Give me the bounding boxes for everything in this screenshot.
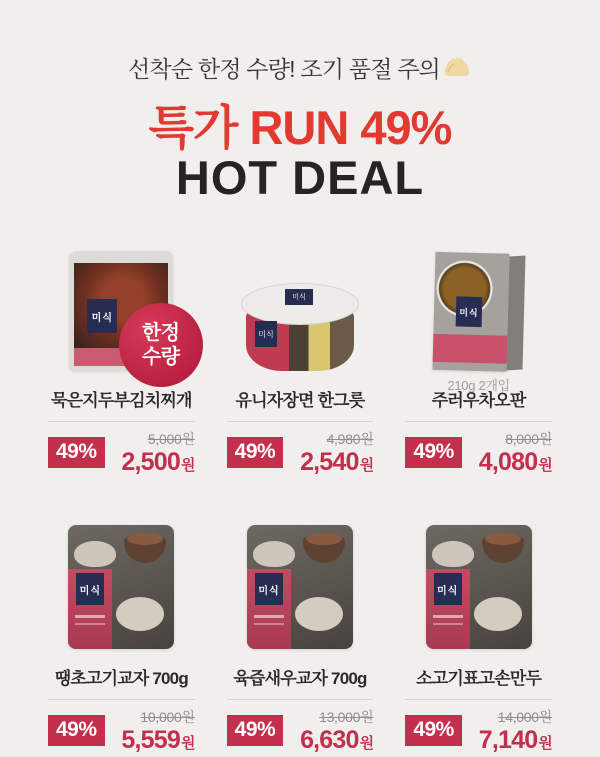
original-price: 8,000원: [505, 431, 552, 447]
product-card-6[interactable]: [405, 525, 552, 757]
fried-rice-box-art: [432, 252, 525, 372]
sale-price: 6,630원: [300, 726, 374, 754]
discount-badge: 49%: [48, 437, 105, 468]
sale-price: 7,140원: [478, 726, 552, 754]
discount-badge: 49%: [405, 715, 462, 746]
product-image-1: [48, 247, 195, 375]
product-name: 땡초고기교자 700g: [54, 669, 188, 688]
divider: [405, 421, 552, 422]
sale-price: 4,080원: [478, 448, 552, 476]
original-price: 5,000원: [147, 431, 195, 447]
divider: [48, 421, 195, 422]
dumpling-pouch-art: [68, 525, 174, 649]
sale-price: 5,559원: [121, 726, 195, 754]
product-name: 유니자장면 한그릇: [235, 391, 365, 410]
product-card-3[interactable]: [405, 247, 552, 479]
won-suffix: 원: [359, 457, 374, 474]
original-price: 10,000원: [140, 709, 195, 725]
sale-price: 2,540원: [300, 448, 374, 476]
headline-top: 특가 RUN 49%: [148, 101, 452, 154]
brand-logo: 미식: [434, 573, 462, 605]
won-suffix: 원: [180, 457, 195, 474]
product-grid: [0, 203, 600, 757]
discount-badge: 49%: [227, 715, 284, 746]
product-image-6: [405, 525, 552, 653]
product-subtitle: [227, 375, 374, 391]
headline-bottom: HOT DEAL: [175, 151, 425, 204]
product-image-3: [405, 247, 552, 375]
limited-quantity-badge: 한정 수량: [119, 303, 203, 387]
divider: [48, 699, 195, 700]
dumpling-pouch-art: [426, 525, 532, 649]
discount-badge: 49%: [405, 437, 462, 468]
won-suffix: 원: [180, 735, 195, 752]
product-name: 주러우차오판: [431, 391, 526, 410]
brand-logo: 미식: [285, 289, 313, 305]
product-card-2[interactable]: [227, 247, 374, 479]
notice-text: 선착순 한정 수량! 조기 품절 주의: [128, 55, 440, 82]
product-card-4[interactable]: [48, 525, 195, 757]
product-name: 육즙새우교자 700g: [233, 669, 367, 688]
won-suffix: 원: [538, 457, 552, 474]
won-suffix: 원: [538, 735, 552, 752]
product-name: 소고기표고손만두: [416, 669, 542, 688]
won-suffix: 원: [359, 735, 374, 752]
brand-logo: 미식: [255, 321, 277, 347]
brand-logo: 미식: [255, 573, 283, 605]
brand-logo: 미식: [87, 299, 117, 333]
product-subtitle: [48, 653, 195, 669]
product-card-5[interactable]: [227, 525, 374, 757]
product-image-2: [227, 247, 374, 375]
product-card-1[interactable]: [48, 247, 195, 479]
dumpling-icon: [442, 54, 472, 87]
product-image-4: [48, 525, 195, 653]
product-subtitle: [405, 653, 552, 669]
product-subtitle: 210g 2개입: [447, 378, 510, 393]
original-price: 14,000원: [497, 709, 552, 725]
discount-badge: 49%: [48, 715, 105, 746]
divider: [227, 699, 374, 700]
sale-price: 2,500원: [121, 448, 195, 476]
product-image-5: [227, 525, 374, 653]
brand-logo: 미식: [76, 573, 104, 605]
product-name: 묵은지두부김치찌개: [51, 391, 192, 410]
brand-logo: 미식: [455, 296, 482, 327]
divider: [227, 421, 374, 422]
product-subtitle: [227, 653, 374, 669]
notice-line: [0, 52, 600, 85]
original-price: 13,000원: [319, 709, 374, 725]
discount-badge: 49%: [227, 437, 284, 468]
noodle-bowl-art: [241, 283, 359, 371]
promo-header: [0, 0, 600, 203]
dumpling-pouch-art: [247, 525, 353, 649]
original-price: 4,980원: [326, 431, 374, 447]
divider: [405, 699, 552, 700]
